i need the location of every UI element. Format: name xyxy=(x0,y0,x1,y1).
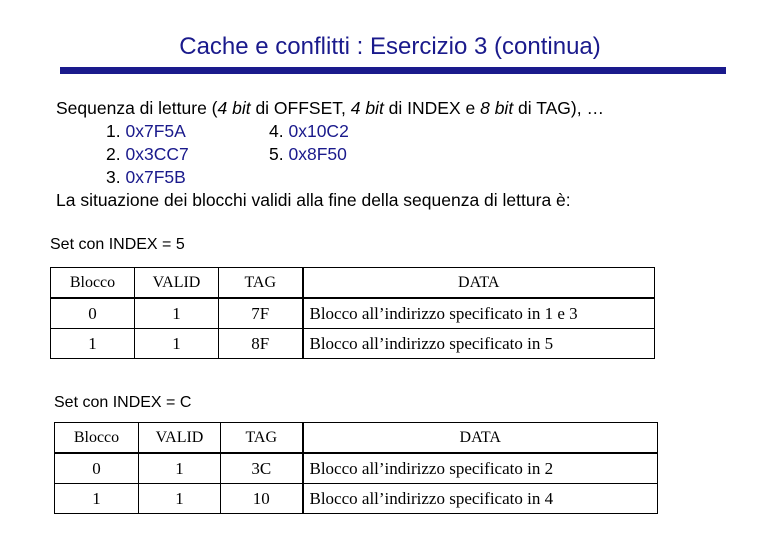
header-cell: DATA xyxy=(303,423,658,454)
header-cell: VALID xyxy=(139,423,221,454)
read-number: 1. xyxy=(106,121,121,141)
cell-blocco: 0 xyxy=(55,453,139,484)
conclusion-line: La situazione dei blocchi validi alla fine della sequenza di lettura è: xyxy=(56,190,571,210)
table-header-row xyxy=(55,423,658,454)
cell-valid: 1 xyxy=(135,298,219,329)
intro-text-part: Sequenza di letture ( xyxy=(56,98,218,118)
table-row xyxy=(55,484,658,514)
table-row xyxy=(55,453,658,484)
intro-text-part: di OFFSET, xyxy=(250,98,351,118)
read-row-3 xyxy=(56,166,604,189)
intro-text-italic: 4 bit xyxy=(217,98,251,118)
cell-blocco: 1 xyxy=(51,329,135,359)
read-number: 4. xyxy=(269,121,284,141)
cell-data: Blocco all’indirizzo specificato in 2 xyxy=(303,453,658,484)
read-address: 0x10C2 xyxy=(288,121,349,141)
set-table-index-5 xyxy=(50,267,655,359)
cell-tag: 7F xyxy=(219,298,303,329)
header-cell: TAG xyxy=(221,423,303,454)
intro-text-part: di TAG), … xyxy=(513,98,604,118)
cell-valid: 1 xyxy=(139,484,221,514)
read-address: 0x7F5B xyxy=(125,167,186,187)
cell-tag: 10 xyxy=(221,484,303,514)
cell-data: Blocco all’indirizzo specificato in 4 xyxy=(303,484,658,514)
intro-line-1 xyxy=(56,97,604,120)
read-number: 2. xyxy=(106,144,121,164)
intro-text-part: di INDEX e xyxy=(383,98,481,118)
table-row xyxy=(51,298,655,329)
header-cell: DATA xyxy=(303,268,655,299)
header-cell: VALID xyxy=(135,268,219,299)
cell-data: Blocco all’indirizzo specificato in 1 e 3 xyxy=(303,298,655,329)
intro-text xyxy=(56,97,604,212)
read-item-2 xyxy=(106,143,189,166)
set-table-index-c xyxy=(54,422,658,514)
read-item-4 xyxy=(269,120,349,143)
header-cell: TAG xyxy=(219,268,303,299)
read-number: 3. xyxy=(106,167,121,187)
read-address: 0x7F5A xyxy=(125,121,186,141)
read-item-5 xyxy=(269,143,347,166)
read-number: 5. xyxy=(269,144,284,164)
set-label-index-c: Set con INDEX = C xyxy=(54,394,192,411)
read-address: 0x3CC7 xyxy=(125,144,189,164)
read-address: 0x8F50 xyxy=(288,144,347,164)
read-row-1 xyxy=(56,120,604,143)
cell-tag: 8F xyxy=(219,329,303,359)
read-row-2 xyxy=(56,143,604,166)
intro-text-italic: 4 bit xyxy=(350,98,384,118)
cell-tag: 3C xyxy=(221,453,303,484)
table-header-row xyxy=(51,268,655,299)
header-cell: Blocco xyxy=(51,268,135,299)
cell-valid: 1 xyxy=(139,453,221,484)
set-label-index-5: Set con INDEX = 5 xyxy=(50,236,185,253)
cell-blocco: 1 xyxy=(55,484,139,514)
title-underline-bar xyxy=(60,67,726,74)
intro-text-italic: 8 bit xyxy=(480,98,514,118)
read-item-1 xyxy=(106,120,186,143)
read-item-3 xyxy=(106,166,186,189)
table-row xyxy=(51,329,655,359)
cell-blocco: 0 xyxy=(51,298,135,329)
slide-title: Cache e conflitti : Esercizio 3 (continua) xyxy=(179,33,601,60)
header-cell: Blocco xyxy=(55,423,139,454)
cell-valid: 1 xyxy=(135,329,219,359)
cell-data: Blocco all’indirizzo specificato in 5 xyxy=(303,329,655,359)
